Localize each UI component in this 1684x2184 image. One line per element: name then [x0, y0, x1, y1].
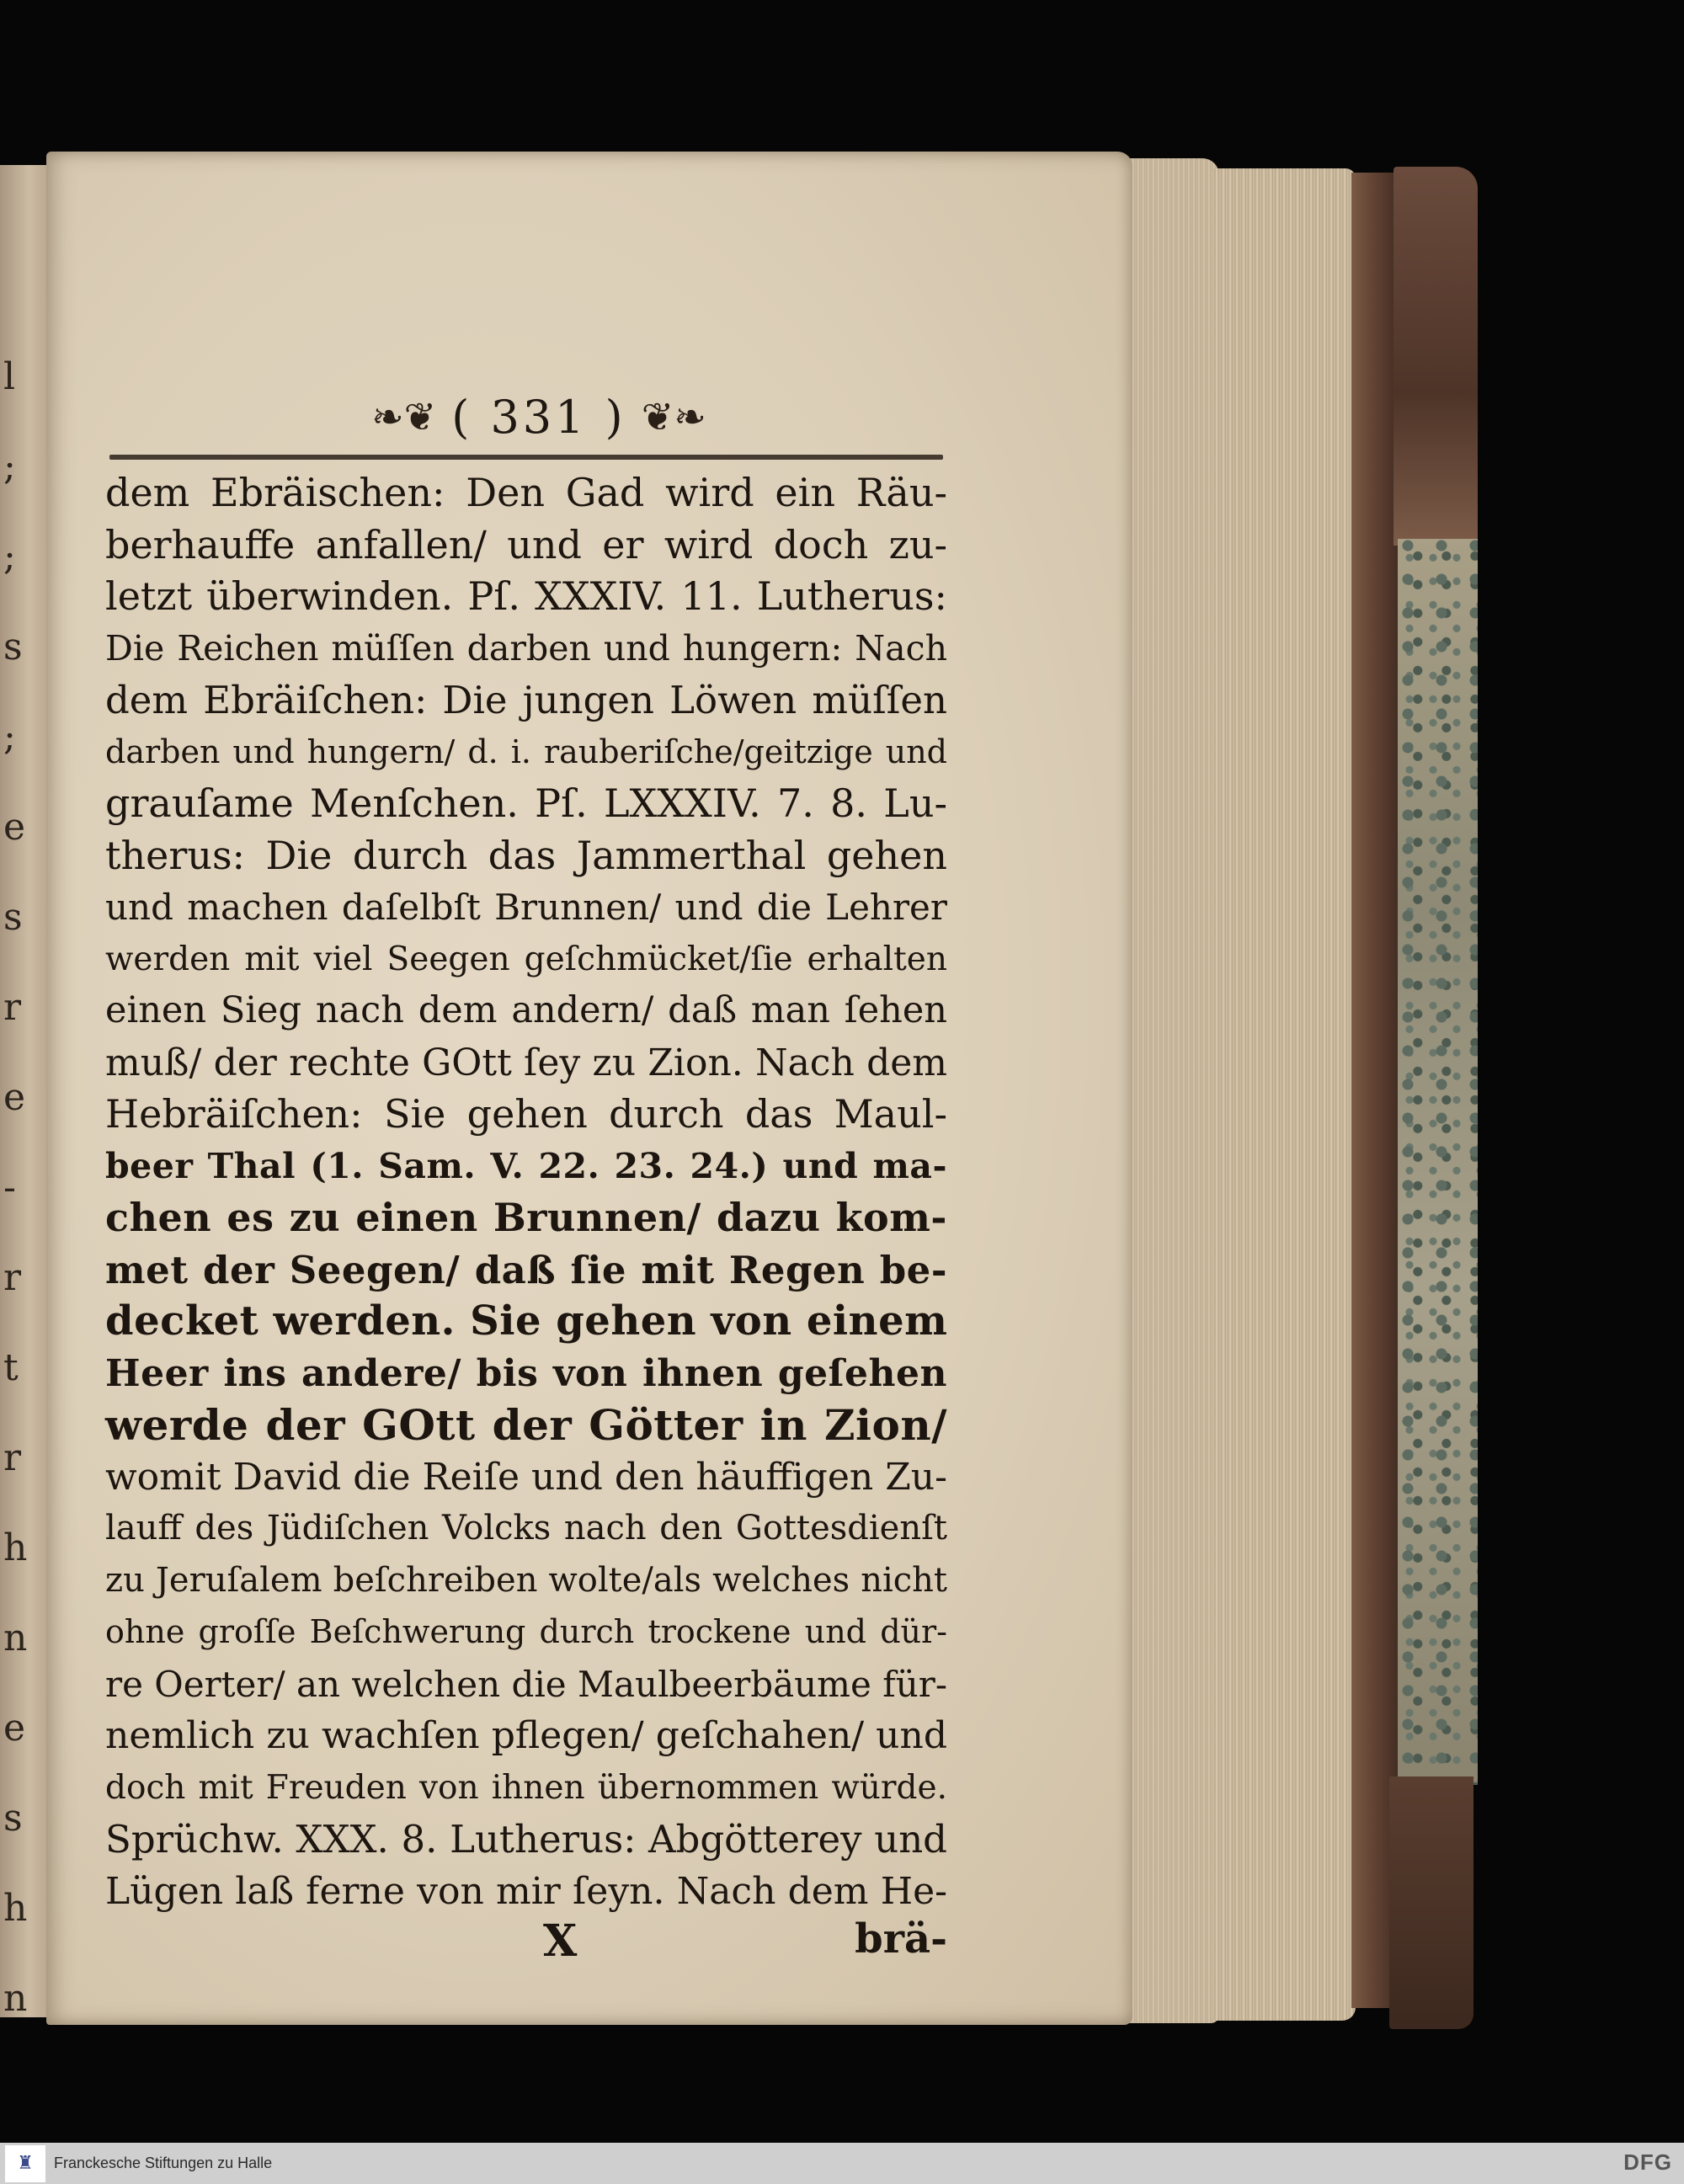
text-line: muß/ der rechte GOtt ſey zu Zion. Nach dem	[105, 1041, 947, 1084]
text-line: Heer ins andere/ bis von ihnen geſehen	[105, 1351, 947, 1395]
page-header	[354, 383, 724, 450]
text-line: darben und hungern/ d. i. rauberiſche/geitzige und	[105, 732, 947, 770]
ornament-left-icon: ❧❦	[371, 394, 437, 439]
text-line: Lügen laß ferne von mir ſeyn. Nach dem He-	[105, 1869, 947, 1913]
text-line: und machen daſelbſt Brunnen/ und die Lehrer	[105, 887, 947, 928]
text-line: dem Ebräischen: Den Gad wird ein Räu-	[105, 470, 947, 515]
text-line: ohne groſſe Beſchwerung durch trockene und dür-	[105, 1613, 947, 1650]
book-cover-bottom	[1389, 1776, 1474, 2029]
text-line: werden mit viel Seegen geſchmücket/ſie erhalten	[105, 940, 947, 978]
ornament-right-icon: ❦❧	[641, 394, 706, 439]
left-page-fragment: e	[3, 1076, 26, 1119]
left-page-fragment: h	[3, 1887, 28, 1930]
text-line: therus: Die durch das Jammerthal gehen	[105, 832, 947, 878]
left-page-fragment: l	[3, 355, 16, 398]
book-page	[46, 152, 1132, 2025]
left-page-fragment: r	[3, 986, 22, 1029]
text-line: Die Reichen müſſen darben und hungern: Nach	[105, 627, 947, 669]
logo-glyph: ♜	[17, 2153, 34, 2174]
text-line: chen es zu einen Brunnen/ dazu kom-	[105, 1195, 947, 1240]
left-page-fragment: h	[3, 1526, 28, 1569]
header-rule	[109, 455, 943, 460]
left-page-fragment: e	[3, 1707, 26, 1750]
left-page-fragment: n	[3, 1617, 28, 1659]
footer-bar	[0, 2143, 1684, 2184]
left-page-fragment: s	[3, 626, 23, 669]
left-page-fragment: s	[3, 1797, 23, 1840]
text-line: re Oerter/ an welchen die Maulbeerbäume für-	[105, 1663, 948, 1705]
previous-page-edge	[0, 165, 51, 2020]
institution-name: Franckesche Stiftungen zu Halle	[54, 2155, 273, 2171]
text-line: beer Thal (1. Sam. V. 22. 23. 24.) und ma-	[105, 1145, 947, 1186]
text-line: werde der GOtt der Götter in Zion/	[105, 1400, 947, 1450]
left-page-fragment: n	[3, 1977, 28, 2020]
text-line: berhauffe anfallen/ und er wird doch zu-	[105, 521, 947, 567]
left-page-fragment: ;	[3, 535, 16, 578]
dfg-logo: DFG	[1623, 2149, 1672, 2175]
text-line: einen Sieg nach dem andern/ daß man ſehen	[105, 989, 947, 1031]
text-line: womit David die Reiſe und den häuffigen Zu-	[105, 1455, 947, 1499]
signature-mark: X	[543, 1915, 578, 1967]
text-line: dem Ebräiſchen: Die jungen Löwen müſſen	[105, 678, 947, 722]
institution-logo-icon	[5, 2145, 45, 2182]
text-line: Hebräiſchen: Sie gehen durch das Maul-	[105, 1091, 947, 1137]
page-number: ( 331 )	[451, 390, 626, 444]
text-line: zu Jeruſalem beſchreiben wolte/als welches nicht	[105, 1560, 947, 1600]
left-page-fragment: t	[3, 1346, 19, 1389]
page-block-edge-rear	[1212, 168, 1356, 2021]
text-line: Sprüchw. XXX. 8. Lutherus: Abgötterey und	[105, 1817, 947, 1862]
text-line: lauff des Jüdiſchen Volcks nach den Gottesdienſt	[105, 1509, 947, 1547]
left-page-fragment: r	[3, 1256, 22, 1299]
body-text	[105, 467, 947, 1917]
left-page-fragment: ;	[3, 716, 16, 759]
left-page-fragment: e	[3, 806, 26, 849]
text-line: doch mit Freuden von ihnen übernommen würde.	[105, 1768, 947, 1807]
book-cover-top	[1394, 167, 1478, 546]
text-line: decket werden. Sie gehen von einem	[105, 1297, 948, 1345]
text-line: grauſame Menſchen. Pſ. LXXXIV. 7. 8. Lu-	[105, 780, 947, 826]
left-page-fragment: ;	[3, 445, 16, 488]
text-line: met der Seegen/ daß ſie mit Regen be-	[105, 1247, 947, 1292]
text-line: nemlich zu wachſen pflegen/ geſchahen/ und	[105, 1714, 947, 1757]
marbled-endpaper	[1398, 539, 1478, 1785]
page-footer	[105, 1915, 947, 1966]
left-page-fragment: r	[3, 1436, 22, 1479]
text-line: letzt überwinden. Pſ. XXXIV. 11. Lutherus:	[105, 573, 947, 619]
catchword: brä-	[855, 1915, 947, 1963]
left-page-fragment: -	[3, 1166, 16, 1209]
left-page-fragment: s	[3, 896, 23, 939]
